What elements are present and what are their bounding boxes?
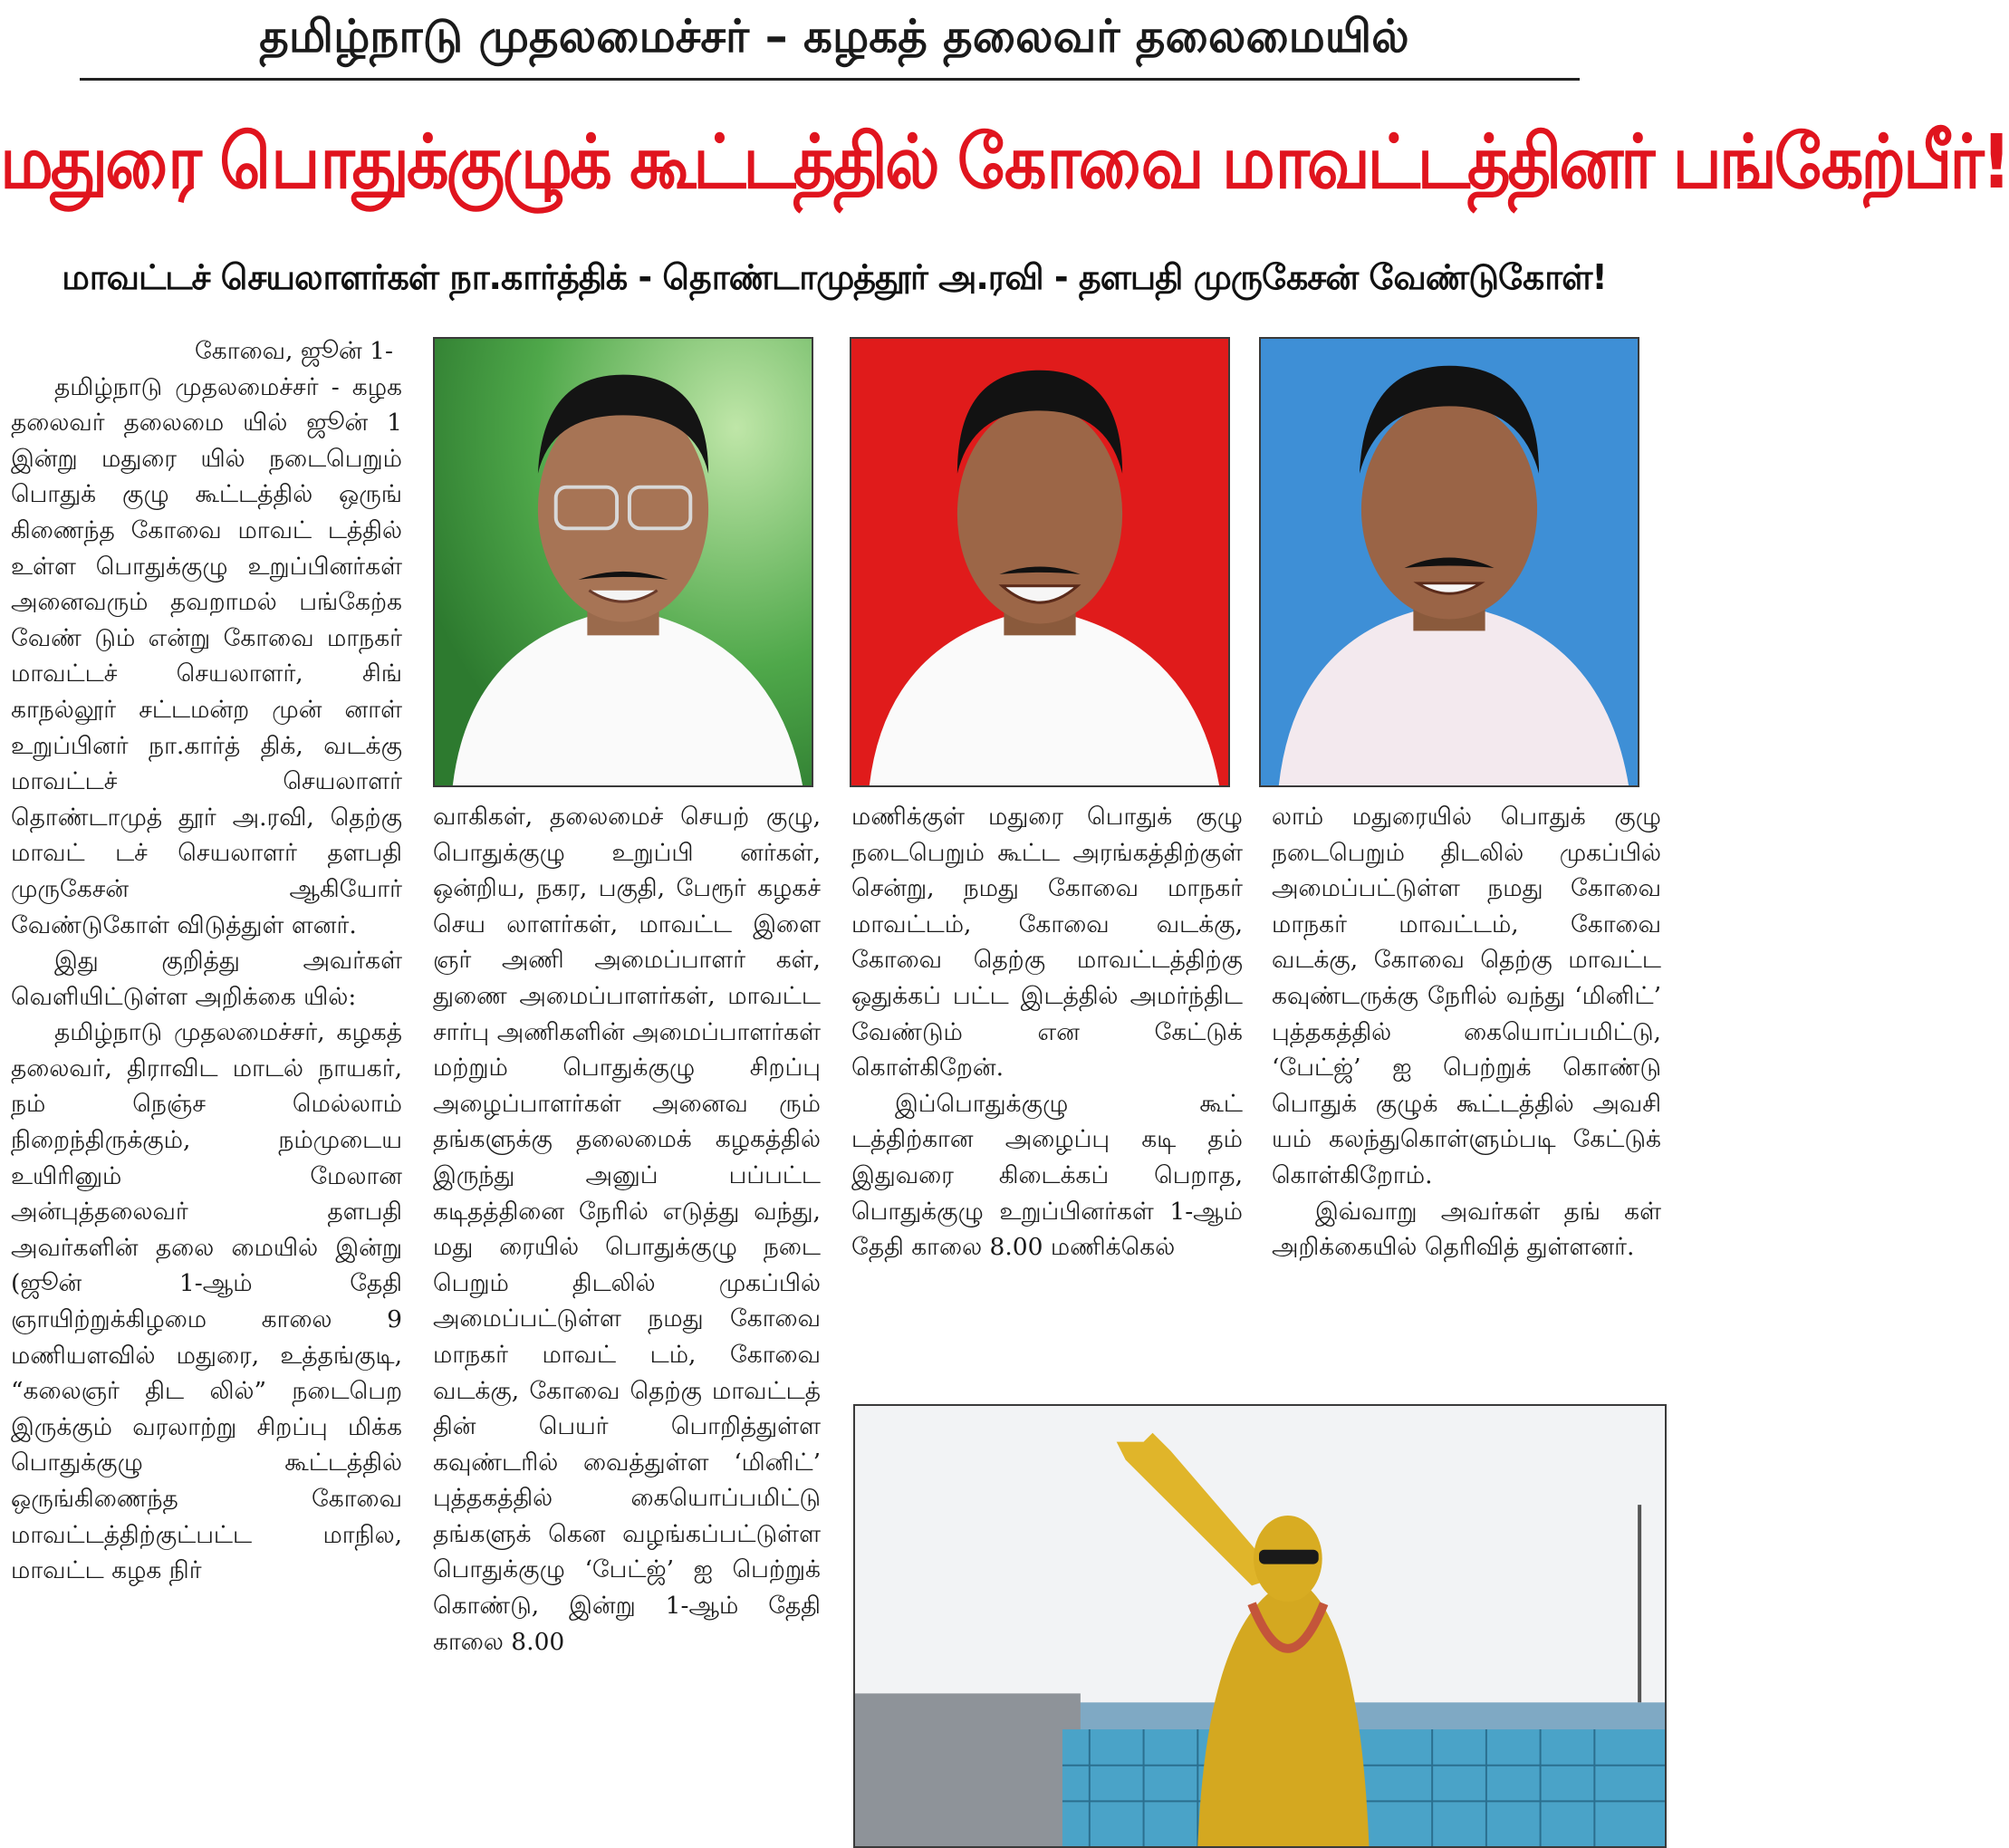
article-paragraph: மணிக்குள் மதுரை பொதுக் குழு நடைபெறும் கூட்ட அரங்கத்திற்குள் சென்று, நமது கோவை மாநகர் மாவட்டம், கோவை வடக்கு, கோவை தெற்கு மாவட்டத்திற்கு ஒதுக்கப் பட்ட இடத்தில் அமர்ந்திட வேண்டும் என கேட்டுக் கொள்கிறேன். [851,803,1243,1083]
article-paragraph: வாகிகள், தலைமைச் செயற் குழு, பொதுக்குழு உறுப்பி னர்கள், ஒன்றிய, நகர, பகுதி, பேரூர் கழகச் செய லாளர்கள், மாவட்ட இளை ஞர் அணி அமைப்பாளர் கள், துணை அமைப்பாளர்கள், மாவட்ட சார்பு அணிகளின் அமைப்பாளர்கள் மற்றும் பொதுக்குழு சிறப்பு அழைப்பாளர்கள் அனைவ ரும் தங்களுக்கு தலைமைக் கழகத்தில் இருந்து அனுப் பப்பட்ட கடிதத்தினை நேரில் எடுத்து வந்து, மது ரையில் பொதுக்குழு நடை பெறும் திடலில் முகப்பில் அமைப்பட்டுள்ள நமது கோவை மாநகர் மாவட் டம், கோவை வடக்கு, கோவை தெற்கு மாவட்டத் தின் பெயர் பொறித்துள்ள கவுண்டரில் வைத்துள்ள ‘மினிட்’ புத்தகத்தில் கையொப்பமிட்டு தங்களுக் கென வழங்கப்பட்டுள்ள பொதுக்குழு ‘பேட்ஜ்’ ஐ பெற்றுக் கொண்டு, இன்று 1-ஆம் தேதி காலை 8.00 [433,803,821,1656]
portrait-murugesan-photo [1259,337,1639,787]
kicker-line: தமிழ்நாடு முதலமைச்சர் – கழகத் தலைவர் தலைமையில் [259,10,1409,63]
dateline: கோவை, ஜூன் 1- [194,337,393,365]
portrait-karthik-photo [433,337,813,787]
article-paragraph: தமிழ்நாடு முதலமைச்சர், கழகத் தலைவர், திராவிட மாடல் நாயகர், நம் நெஞ்ச மெல்லாம் நிறைந்திருக்கும், நம்முடைய உயிரினும் மேலான அன்புத்தலைவர் தளபதி அவர்களின் தலை மையில் இன்று (ஜூன் 1-ஆம் தேதி ஞாயிற்றுக்கிழமை காலை 9 மணியளவில் மதுரை, உத்தங்குடி, “கலைஞர் திட லில்” நடைபெற இருக்கும் வரலாற்று சிறப்பு மிக்க பொதுக்குழு கூட்டத்தில் ஒருங்கிணைந்த கோவை மாவட்டத்திற்குட்பட்ட மாநில, மாவட்ட கழக நிர் [11,1018,402,1585]
subheadline: மாவட்டச் செயலாளர்கள் நா.கார்த்திக் - தொண்டாமுத்தூர் அ.ரவி - தளபதி முருகேசன் வேண்டுகோள்! [62,257,1607,297]
statue-photo [853,1404,1667,1848]
article-column-2 [433,799,821,1843]
article-paragraph: தமிழ்நாடு முதலமைச்சர் - கழக தலைவர் தலைமை யில் ஜூன் 1 இன்று மதுரை யில் நடைபெறும் பொதுக் குழு கூட்டத்தில் ஒருங் கிணைந்த கோவை மாவட் டத்தில் உள்ள பொதுக்குழு உறுப்பினர்கள் அனைவரும் தவறாமல் பங்கேற்க வேண் டும் என்று கோவை மாநகர் மாவட்டச் செயலாளர், சிங் காநல்லூர் சட்டமன்ற முன் னாள் உறுப்பினர் நா.கார்த் திக், வடக்கு மாவட்டச் செயலாளர் தொண்டாமுத் தூர் அ.ரவி, தெற்கு மாவட் டச் செயலாளர் தளபதி முருகேசன் ஆகியோர் வேண்டுகோள் விடுத்துள் ளனர். [11,372,402,939]
article-paragraph: இவ்வாறு அவர்கள் தங் கள் அறிக்கையில் தெரிவித் துள்ளனர். [1272,1197,1661,1262]
article-paragraph: இப்பொதுக்குழு கூட் டத்திற்கான அழைப்பு கடி தம் இதுவரை கிடைக்கப் பெறாத, பொதுக்குழு உறுப்பினர்கள் 1-ஆம் தேதி காலை 8.00 மணிக்கெல் [851,1089,1243,1262]
kicker-divider [80,78,1580,81]
article-column-1 [11,333,402,1843]
article-paragraph: லாம் மதுரையில் பொதுக் குழு நடைபெறும் திடலில் முகப்பில் அமைப்பட்டுள்ள நமது கோவை மாநகர் மாவட்டம், கோவை வடக்கு, கோவை தெற்கு மாவட்ட கவுண்டருக்கு நேரில் வந்து ‘மினிட்’ புத்தகத்தில் கையொப்பமிட்டு, ‘பேட்ஜ்’ ஐ பெற்றுக் கொண்டு பொதுக் குழுக் கூட்டத்தில் அவசி யம் கலந்துகொள்ளும்படி கேட்டுக் கொள்கிறோம். [1272,803,1661,1189]
portrait-ravi-photo [850,337,1230,787]
article-column-3 [851,799,1243,1379]
article-column-4 [1272,799,1661,1379]
article-paragraph: இது குறித்து அவர்கள் வெளியிட்டுள்ள அறிக்கை யில்: [11,947,402,1011]
headline: மதுரை பொதுக்குழுக் கூட்டத்தில் கோவை மாவட்டத்தினர் பங்கேற்பீர்! [0,119,2009,207]
